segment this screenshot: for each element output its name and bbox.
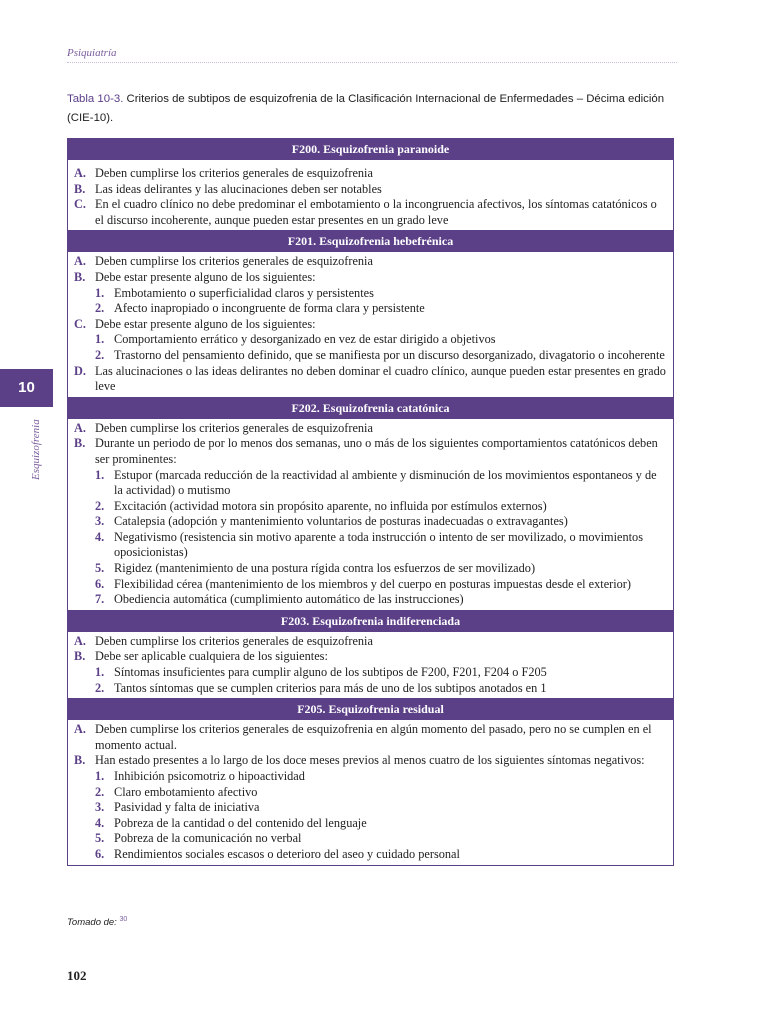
criterion-text: Debe estar presente alguno de los siguientes: bbox=[95, 316, 316, 331]
criterion-marker: A. bbox=[74, 633, 86, 648]
criterion-text: Han estado presentes a lo largo de los doce meses previos al menos cuatro de los siguientes síntomas negativos: bbox=[95, 753, 645, 768]
criterion-text: Excitación (actividad motora sin propósito aparente, no influida por estímulos externos) bbox=[114, 498, 547, 513]
criterion-text: Catalepsia (adopción y mantenimiento voluntarios de posturas inadecuadas o extravagantes) bbox=[114, 514, 568, 529]
criterion-marker: 1. bbox=[95, 665, 105, 680]
section-header: F203. Esquizofrenia indiferenciada bbox=[68, 610, 673, 632]
sub-criterion bbox=[74, 831, 667, 847]
criterion-marker: 5. bbox=[95, 831, 105, 846]
sub-criterion bbox=[74, 847, 667, 863]
criterion-text: Trastorno del pensamiento definido, que se manifiesta por un discurso desorganizado, divagatorio o incoherente bbox=[114, 347, 665, 362]
criterion-marker: 3. bbox=[95, 800, 105, 815]
criterion-text: Deben cumplirse los criterios generales de esquizofrenia bbox=[95, 633, 373, 648]
criterion-text: Claro embotamiento afectivo bbox=[114, 784, 258, 799]
section-header: F200. Esquizofrenia paranoide bbox=[68, 138, 673, 160]
sub-criterion bbox=[74, 301, 667, 317]
criterion-text: Afecto inapropiado o incongruente de forma clara y persistente bbox=[114, 301, 425, 316]
criterion-marker: B. bbox=[74, 436, 86, 451]
criterion-marker: B. bbox=[74, 649, 86, 664]
sub-criterion bbox=[74, 681, 667, 697]
header-divider bbox=[67, 62, 677, 63]
criterion-marker: 2. bbox=[95, 498, 105, 513]
section-body bbox=[68, 720, 673, 864]
criterion-marker: 4. bbox=[95, 815, 105, 830]
criterion bbox=[74, 634, 667, 650]
sub-criterion bbox=[74, 286, 667, 302]
section-header: F201. Esquizofrenia hebefrénica bbox=[68, 230, 673, 252]
criterion bbox=[74, 364, 667, 395]
sub-criterion bbox=[74, 530, 667, 561]
criterion bbox=[74, 270, 667, 286]
criterion-marker: 5. bbox=[95, 561, 105, 576]
sub-criterion bbox=[74, 785, 667, 801]
criterion-text: Negativismo (resistencia sin motivo aparente a toda instrucción o intento de ser movilizado, o movimientos oposicionistas) bbox=[114, 529, 643, 560]
criterion-text: Embotamiento o superficialidad claros y persistentes bbox=[114, 285, 374, 300]
criterion bbox=[74, 649, 667, 665]
criterion-marker: B. bbox=[74, 753, 86, 768]
criterion bbox=[74, 197, 667, 228]
criterion-text: Rigidez (mantenimiento de una postura rígida contra los esfuerzos de ser movilizado) bbox=[114, 561, 536, 576]
criterion-marker: A. bbox=[74, 420, 86, 435]
criterion-marker: 1. bbox=[95, 285, 105, 300]
criterion-text: Obediencia automática (cumplimiento automático de las instrucciones) bbox=[114, 592, 464, 607]
criterion-marker: 2. bbox=[95, 680, 105, 695]
criterion-marker: 2. bbox=[95, 784, 105, 799]
criterion-text: Debe ser aplicable cualquiera de los siguientes: bbox=[95, 649, 328, 664]
criterion-marker: B. bbox=[74, 269, 86, 284]
sub-criterion bbox=[74, 769, 667, 785]
sub-criterion bbox=[74, 665, 667, 681]
criterion bbox=[74, 722, 667, 753]
criterion-text: Comportamiento errático y desorganizado en vez de estar dirigido a objetivos bbox=[114, 332, 496, 347]
criterion-text: Las ideas delirantes y las alucinaciones deben ser notables bbox=[95, 181, 382, 196]
criterion-marker: 7. bbox=[95, 592, 105, 607]
criterion-marker: 1. bbox=[95, 467, 105, 482]
caption-text: Criterios de subtipos de esquizofrenia de la Clasificación Internacional de Enfermedades – Décima edición (CIE-10). bbox=[67, 93, 665, 124]
criterion-text: Deben cumplirse los criterios generales de esquizofrenia en algún momento del pasado, pero no se cumplen en el momento actual. bbox=[95, 722, 652, 752]
criterion-marker: 6. bbox=[95, 846, 105, 861]
sub-criterion bbox=[74, 816, 667, 832]
table-caption bbox=[67, 90, 675, 128]
criterion-marker: A. bbox=[74, 722, 86, 737]
running-head: Psiquiatría bbox=[67, 47, 117, 59]
criterion-marker: 1. bbox=[95, 769, 105, 783]
criterion-marker: 2. bbox=[95, 347, 105, 362]
source-reference: 30 bbox=[119, 916, 128, 923]
criterion-text: Flexibilidad cérea (mantenimiento de los miembros y del cuerpo en posturas impuestas desde el exterior) bbox=[114, 576, 631, 591]
criterion-marker: 1. bbox=[95, 332, 105, 347]
criterion bbox=[74, 421, 667, 437]
chapter-label: Esquizofrenia bbox=[30, 419, 42, 480]
criterion-text: Estupor (marcada reducción de la reactividad al ambiente y disminución de los movimientos espontaneos y de la actividad) o mutismo bbox=[114, 467, 657, 498]
criterion-text: En el cuadro clínico no debe predominar el embotamiento o la incongruencia afectivos, los síntomas catatónicos o el discurso incoherente, aunque pueden estar presentes en un grado leve bbox=[95, 197, 657, 227]
source-label: Tomado de: bbox=[67, 917, 117, 929]
sub-criterion bbox=[74, 499, 667, 515]
sub-criterion bbox=[74, 332, 667, 348]
section-body bbox=[68, 632, 673, 698]
criterion-text: Rendimientos sociales escasos o deterioro del aseo y cuidado personal bbox=[114, 846, 460, 861]
sub-criterion bbox=[74, 592, 667, 608]
sub-criterion bbox=[74, 348, 667, 364]
criterion-text: Las alucinaciones o las ideas delirantes no deben dominar el cuadro clínico, aunque pueden estar presentes en grado leve bbox=[95, 363, 666, 394]
section-body bbox=[68, 419, 673, 610]
section-body bbox=[68, 160, 673, 230]
criterion-text: Deben cumplirse los criterios generales de esquizofrenia bbox=[95, 420, 373, 435]
source-note bbox=[67, 916, 127, 928]
criterion-marker: 6. bbox=[95, 576, 105, 591]
criterion-marker: C. bbox=[74, 197, 86, 212]
section-body bbox=[68, 252, 673, 396]
criterion-marker: A. bbox=[74, 254, 86, 269]
criterion bbox=[74, 182, 667, 198]
criterion-marker: C. bbox=[74, 316, 86, 331]
page-number: 102 bbox=[67, 968, 87, 983]
criterion-marker: 4. bbox=[95, 529, 105, 544]
criterion-text: Inhibición psicomotriz o hipoactividad bbox=[114, 769, 305, 783]
criterion-text: Tantos síntomas que se cumplen criterios para más de uno de los subtipos anotados en 1 bbox=[114, 680, 547, 695]
criterion bbox=[74, 317, 667, 333]
criterion-marker: A. bbox=[74, 166, 86, 180]
sub-criterion bbox=[74, 800, 667, 816]
criterion bbox=[74, 753, 667, 769]
criterion-text: Deben cumplirse los criterios generales de esquizofrenia bbox=[95, 166, 373, 180]
sub-criterion bbox=[74, 468, 667, 499]
criterion-text: Pobreza de la comunicación no verbal bbox=[114, 831, 302, 846]
section-header: F202. Esquizofrenia catatónica bbox=[68, 397, 673, 419]
sub-criterion bbox=[74, 577, 667, 593]
criterion-text: Pobreza de la cantidad o del contenido del lenguaje bbox=[114, 815, 367, 830]
criterion-marker: D. bbox=[74, 363, 86, 378]
criterion bbox=[74, 254, 667, 270]
criterion bbox=[74, 436, 667, 467]
criterion-text: Pasividad y falta de iniciativa bbox=[114, 800, 260, 815]
caption-label: Tabla 10-3. bbox=[67, 93, 124, 105]
sub-criterion bbox=[74, 561, 667, 577]
criterion-text: Durante un periodo de por lo menos dos semanas, uno o más de los siguientes comportamientos catatónicos deben ser prominentes: bbox=[95, 436, 658, 466]
criterion-text: Síntomas insuficientes para cumplir alguno de los subtipos de F200, F201, F204 o F205 bbox=[114, 665, 547, 680]
criterion-text: Debe estar presente alguno de los siguientes: bbox=[95, 269, 316, 284]
sub-criterion bbox=[74, 514, 667, 530]
criterion-marker: B. bbox=[74, 181, 86, 196]
criterion-marker: 3. bbox=[95, 514, 105, 529]
criterion-text: Deben cumplirse los criterios generales de esquizofrenia bbox=[95, 254, 373, 269]
section-header: F205. Esquizofrenia residual bbox=[68, 698, 673, 720]
criterion bbox=[74, 166, 667, 182]
chapter-tab: 10 bbox=[0, 369, 53, 407]
criterion-marker: 2. bbox=[95, 301, 105, 316]
criteria-table bbox=[67, 138, 674, 866]
